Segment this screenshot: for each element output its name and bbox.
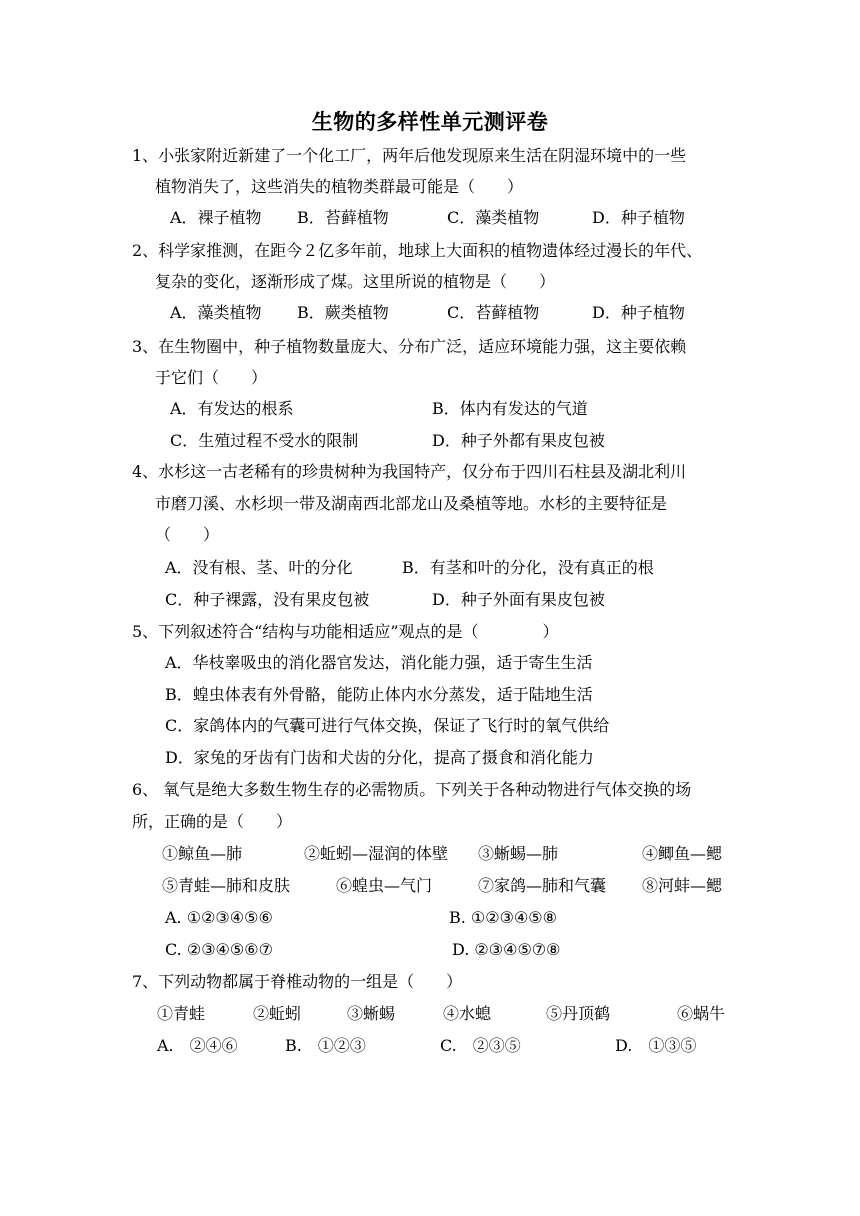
question-5-option-b: B．蝗虫体表有外骨骼，能防止体内水分蒸发，适于陆地生活 <box>165 685 593 704</box>
question-1-line-2: 植物消失了，这些消失的植物类群最可能是（ ） <box>155 177 524 196</box>
question-1-line-1: 1、小张家附近新建了一个化工厂，两年后他发现原来生活在阴湿环境中的一些 <box>132 146 687 165</box>
question-7-option-a: A. ②④⑥ <box>157 1036 238 1055</box>
question-6-item-3: ③蜥蜴—肺 <box>478 844 559 863</box>
question-5-option-d: D．家兔的牙齿有门齿和犬齿的分化，提高了摄食和消化能力 <box>165 748 594 767</box>
question-1-option-d: D．种子植物 <box>592 208 685 227</box>
question-2-option-b: B．蕨类植物 <box>297 303 389 322</box>
question-5-option-c: C．家鸽体内的气囊可进行气体交换，保证了飞行时的氧气供给 <box>165 716 610 735</box>
question-1-option-b: B．苔藓植物 <box>297 208 389 227</box>
question-6-line-1: 6、 氧气是绝大多数生物生存的必需物质。下列关于各种动物进行气体交换的场 <box>132 780 692 799</box>
question-2-option-d: D．种子植物 <box>592 303 685 322</box>
question-4-line-1: 4、水杉这一古老稀有的珍贵树种为我国特产，仅分布于四川石柱县及湖北利川 <box>132 462 687 481</box>
question-3-line-2: 于它们（ ） <box>155 368 268 387</box>
question-1-option-c: C．藻类植物 <box>447 208 540 227</box>
question-6-item-1: ①鲸鱼—肺 <box>162 844 243 863</box>
question-4-option-c: C．种子裸露，没有果皮包被 <box>165 590 370 609</box>
question-7-item-3: ③蜥蜴 <box>347 1004 396 1023</box>
question-6-item-5: ⑤青蛙—肺和皮肤 <box>162 876 291 895</box>
question-4-line-3: （ ） <box>155 525 220 544</box>
question-7-option-c: C. ②③⑤ <box>440 1036 521 1055</box>
question-3-line-1: 3、在生物圈中，种子植物数量庞大、分布广泛，适应环境能力强，这主要依赖 <box>132 337 687 356</box>
question-2-line-2: 复杂的变化，逐渐形成了煤。这里所说的植物是（ ） <box>155 272 556 291</box>
question-1-option-a: A．裸子植物 <box>170 208 262 227</box>
question-7-item-6: ⑥蜗牛 <box>677 1004 726 1023</box>
question-6-item-2: ②蚯蚓—湿润的体壁 <box>304 844 449 863</box>
question-4-option-a: A．没有根、茎、叶的分化 <box>165 558 353 577</box>
question-3-option-c: C．生殖过程不受水的限制 <box>170 431 359 450</box>
question-7-item-2: ②蚯蚓 <box>253 1004 302 1023</box>
question-2-option-a: A．藻类植物 <box>170 303 262 322</box>
question-6-item-6: ⑥蝗虫—气门 <box>336 876 433 895</box>
question-3-option-a: A．有发达的根系 <box>170 399 294 418</box>
question-3-option-b: B．体内有发达的气道 <box>432 399 588 418</box>
question-7-option-b: B. ①②③ <box>285 1036 366 1055</box>
question-2-line-1: 2、科学家推测，在距今２亿多年前，地球上大面积的植物遗体经过漫长的年代、 <box>132 241 703 260</box>
question-4-option-d: D．种子外面有果皮包被 <box>432 590 605 609</box>
question-6-option-a: A. ①②③④⑤⑥ <box>165 908 273 927</box>
page-title: 生物的多样性单元测评卷 <box>311 110 549 134</box>
question-5-option-a: A．华枝睾吸虫的消化器官发达，消化能力强，适于寄生生活 <box>165 653 593 672</box>
question-6-option-b: B. ①②③④⑤⑧ <box>449 908 557 927</box>
question-6-option-d: D. ②③④⑤⑦⑧ <box>452 940 561 959</box>
question-4-line-2: 市磨刀溪、水杉坝一带及湖南西北部龙山及桑植等地。水杉的主要特征是 <box>155 494 668 513</box>
question-6-item-7: ⑦家鸽—肺和气囊 <box>478 876 607 895</box>
question-7-item-5: ⑤丹顶鹤 <box>546 1004 611 1023</box>
question-3-option-d: D．种子外都有果皮包被 <box>432 431 605 450</box>
question-5-line-1: 5、下列叙述符合“结构与功能相适应”观点的是（ ） <box>132 622 559 641</box>
question-2-option-c: C．苔藓植物 <box>447 303 540 322</box>
question-6-line-2: 所，正确的是（ ） <box>132 812 293 831</box>
question-4-option-b: B．有茎和叶的分化，没有真正的根 <box>402 558 654 577</box>
question-7-item-4: ④水螅 <box>443 1004 492 1023</box>
question-7-line-1: 7、下列动物都属于脊椎动物的一组是（ ） <box>132 972 463 991</box>
question-6-option-c: C. ②③④⑤⑥⑦ <box>165 940 273 959</box>
question-6-item-8: ⑧河蚌—鳃 <box>642 876 723 895</box>
question-7-option-d: D. ①③⑤ <box>615 1036 697 1055</box>
question-7-item-1: ①青蛙 <box>157 1004 206 1023</box>
question-6-item-4: ④鲫鱼—鳃 <box>642 844 723 863</box>
